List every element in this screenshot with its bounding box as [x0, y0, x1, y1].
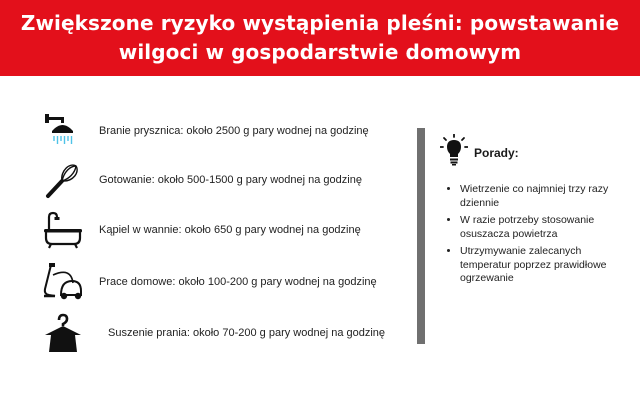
divider-bar: [417, 128, 425, 344]
clothes-hanger-icon: [38, 311, 88, 355]
tips-header: [440, 134, 519, 171]
vacuum-cleaner-icon: [38, 260, 88, 304]
activity-label-cooking: Gotowanie: około 500-1500 g pary wodnej na godzinę: [99, 174, 362, 186]
tips-title: Porady:: [474, 145, 519, 160]
activity-row-housework: [38, 260, 377, 304]
shower-icon: [38, 109, 88, 153]
list-item: • Utrzymywanie zalecanych temperatur poprzez prawidłowe ogrzewanie: [460, 245, 630, 286]
whisk-icon: [38, 158, 88, 202]
activity-label-housework: Prace domowe: około 100-200 g pary wodnej na godzinę: [99, 276, 377, 288]
activity-row-cooking: [38, 158, 362, 202]
activity-row-bath: [38, 208, 361, 252]
activity-row-shower: [38, 109, 369, 153]
header-banner: [0, 0, 640, 76]
light-bulb-icon: [440, 134, 468, 171]
activity-label-bath: Kąpiel w wannie: około 650 g pary wodnej na godzinę: [99, 224, 361, 236]
page-title: Zwiększone ryzyko wystąpienia pleśni: powstawanie wilgoci w gospodarstwie domowym: [20, 11, 620, 64]
list-item: • Wietrzenie co najmniej trzy razy dziennie: [460, 183, 630, 210]
activity-row-laundry: [38, 311, 385, 355]
bathtub-icon: [38, 208, 88, 252]
activity-label-shower: Branie prysznica: około 2500 g pary wodnej na godzinę: [99, 125, 369, 137]
tips-list: [444, 183, 630, 290]
activity-label-laundry: Suszenie prania: około 70-200 g pary wodnej na godzinę: [108, 327, 386, 339]
list-item: • W razie potrzeby stosowanie osuszacza powietrza: [460, 214, 630, 241]
